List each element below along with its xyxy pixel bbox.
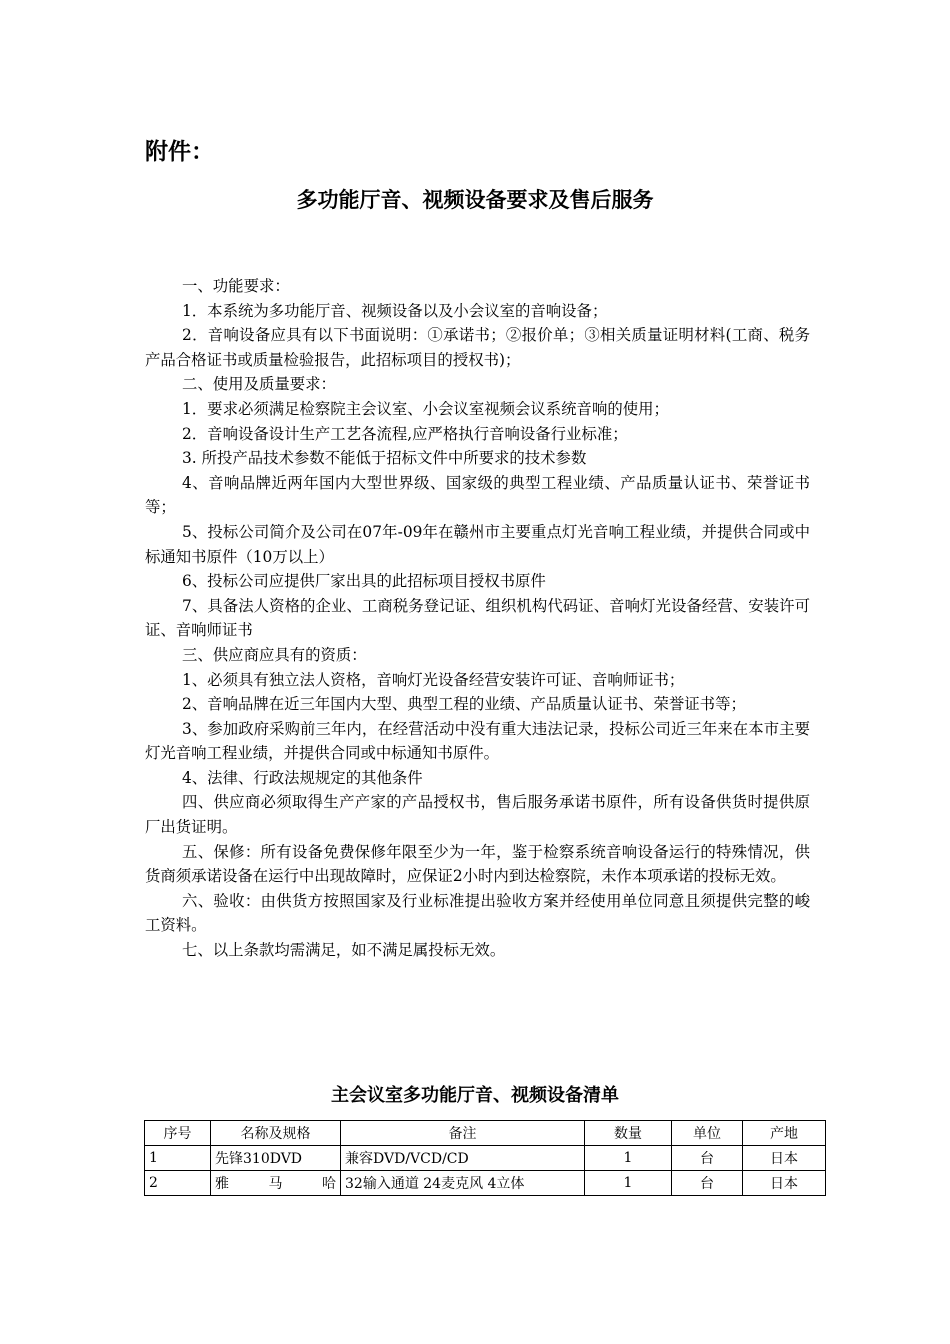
equipment-table-title: 主会议室多功能厅音、视频设备清单 [331, 1085, 619, 1106]
table-row [145, 1171, 826, 1196]
cell-name-spec: 先锋310DVD [211, 1146, 341, 1171]
cell-origin: 日本 [743, 1146, 826, 1171]
requirement-item: 1、必须具有独立法人资格，音响灯光设备经营安装许可证、音响师证书； [182, 670, 685, 689]
requirement-item: 4、法律、行政法规规定的其他条件 [182, 768, 423, 787]
table-header-row [145, 1121, 826, 1146]
equipment-table [144, 1120, 826, 1196]
column-header-index: 序号 [145, 1121, 211, 1146]
requirement-item: 6、投标公司应提供厂家出具的此招标项目授权书原件 [182, 572, 546, 591]
section-heading-qualifications: 三、供应商应具有的资质： [182, 645, 367, 664]
cell-name-spec: 雅 马 哈 [211, 1171, 341, 1196]
table-row [145, 1146, 826, 1171]
section-heading-functional: 一、功能要求： [182, 277, 290, 295]
cell-origin: 日本 [743, 1171, 826, 1196]
requirement-item: 3. 所投产品技术参数不能低于招标文件中所要求的技术参数 [182, 449, 587, 468]
section-mandatory-clause: 七、以上条款均需满足，如不满足属投标无效。 [182, 941, 506, 960]
cell-unit: 台 [672, 1171, 743, 1196]
section-acceptance: 六、验收：由供货方按照国家及行业标准提出验收方案并经使用单位同意且须提供完整的峻工资料。 [145, 891, 810, 935]
requirement-item: 5、投标公司简介及公司在07年-09年在赣州市主要重点灯光音响工程业绩，并提供合同或中标通知书原件（10万以上） [145, 522, 810, 566]
column-header-remarks: 备注 [341, 1121, 585, 1146]
requirements-body [145, 274, 810, 963]
requirement-item: 2．音响设备应具有以下书面说明：①承诺书；②报价单；③相关质量证明材料(工商、税务产品合格证书或质量检验报告，此招标项目的授权书)； [145, 326, 810, 369]
cell-remarks: 兼容DVD/VCD/CD [341, 1146, 585, 1171]
cell-index: 1 [145, 1146, 211, 1171]
cell-quantity: 1 [585, 1171, 672, 1196]
requirement-item: 2、音响品牌在近三年国内大型、典型工程的业绩、产品质量认证书、荣誉证书等； [182, 695, 746, 714]
attachment-label: 附件： [145, 139, 214, 165]
document-title: 多功能厅音、视频设备要求及售后服务 [296, 188, 654, 212]
column-header-name-spec: 名称及规格 [211, 1121, 341, 1146]
requirement-item: 3、参加政府采购前三年内，在经营活动中没有重大违法记录，投标公司近三年来在本市主要灯光音响工程业绩，并提供合同或中标通知书原件。 [145, 719, 810, 763]
requirement-item: 2．音响设备设计生产工艺各流程,应严格执行音响设备行业标准； [182, 424, 628, 443]
column-header-quantity: 数量 [585, 1121, 672, 1146]
column-header-origin: 产地 [743, 1121, 826, 1146]
requirement-item: 1．要求必须满足检察院主会议室、小会议室视频会议系统音响的使用； [182, 399, 669, 418]
cell-remarks: 32输入通道 24麦克风 4立体 [341, 1171, 585, 1196]
section-heading-usage-quality: 二、使用及质量要求： [182, 375, 336, 394]
section-authorization: 四、供应商必须取得生产产家的产品授权书，售后服务承诺书原件，所有设备供货时提供原厂出货证明。 [145, 793, 810, 837]
cell-unit: 台 [672, 1146, 743, 1171]
cell-quantity: 1 [585, 1146, 672, 1171]
requirement-item: 7、具备法人资格的企业、工商税务登记证、组织机构代码证、音响灯光设备经营、安装许可证、音响师证书 [145, 596, 810, 640]
column-header-unit: 单位 [672, 1121, 743, 1146]
section-warranty: 五、保修：所有设备免费保修年限至少为一年，鉴于检察系统音响设备运行的特殊情况，供货商须承诺设备在运行中出现故障时，应保证2小时内到达检察院，未作本项承诺的投标无效。 [145, 842, 810, 886]
requirement-item: 1．本系统为多功能厅音、视频设备以及小会议室的音响设备； [182, 301, 608, 320]
requirement-item: 4、音响品牌近两年国内大型世界级、国家级的典型工程业绩、产品质量认证书、荣誉证书等； [145, 473, 810, 517]
cell-index: 2 [145, 1171, 211, 1196]
